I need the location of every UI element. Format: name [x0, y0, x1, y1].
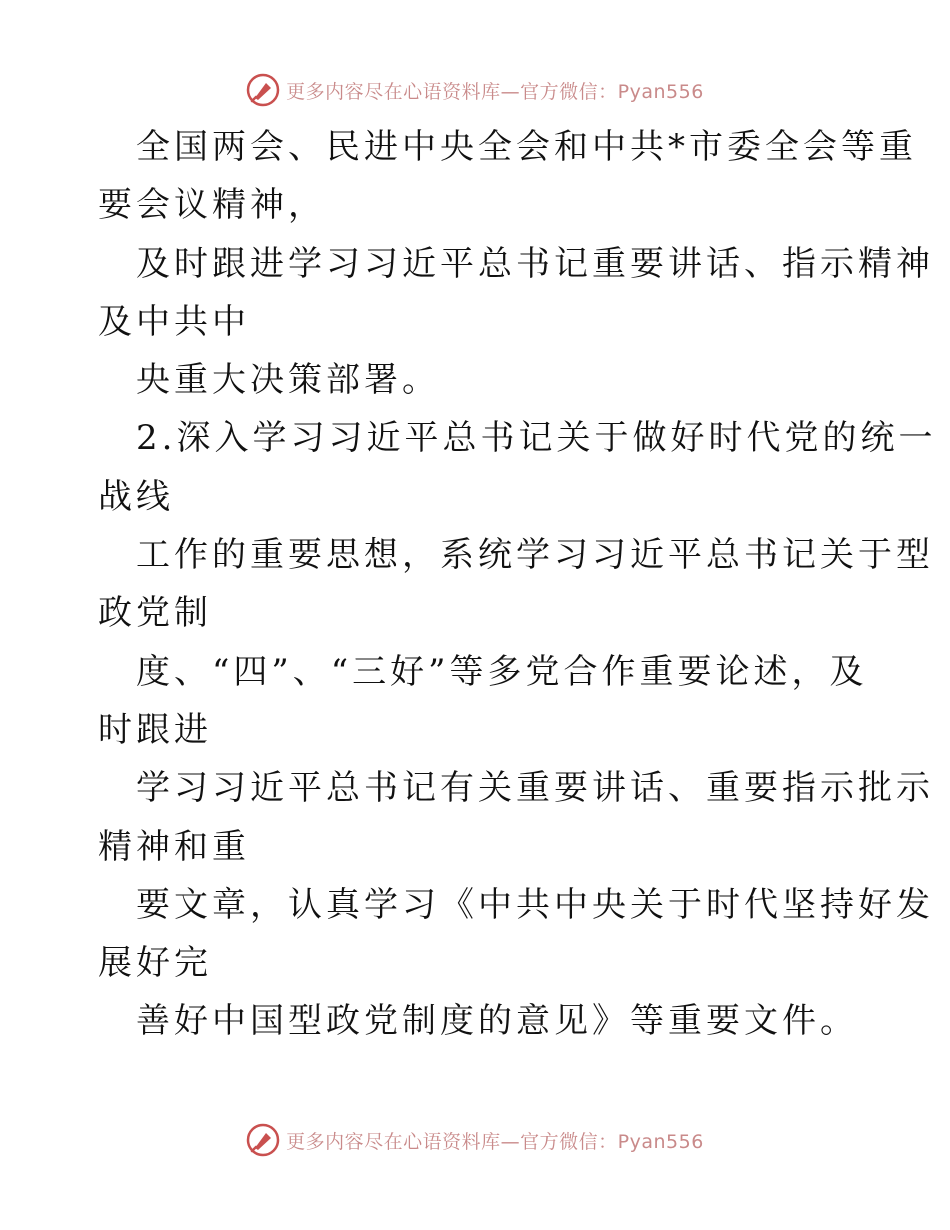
text-line: 全国两会、民进中央全会和中共*市委全会等重: [136, 127, 917, 167]
text-line: 战线: [98, 476, 174, 517]
text-line: 善好中国型政党制度的意见》等重要文件。: [136, 1001, 858, 1042]
text-line: 及中共中: [98, 301, 250, 342]
text-line: 时跟进: [98, 709, 212, 750]
text-line: 及时跟进学习习近平总书记重要讲话、指示精神: [136, 243, 934, 284]
text-line: 精神和重: [98, 826, 250, 867]
text-line: 政党制: [98, 593, 212, 634]
text-line: 展好完: [98, 943, 212, 984]
document-body: [98, 118, 937, 1051]
watermark-text: 更多内容尽在心语资料库—官方微信：Pyan556: [286, 1130, 704, 1153]
text-line: 央重大决策部署。: [136, 360, 440, 401]
text-line: 2.深入学习习近平总书记关于做好时代党的统一: [136, 418, 937, 459]
pen-nib-logo-icon: [246, 73, 280, 107]
text-line: 要文章，认真学习《中共中央关于时代坚持好发: [136, 884, 934, 925]
text-line: 度、“四”、“三好”等多党合作重要论述，及: [136, 651, 868, 692]
text-line: 工作的重要思想，系统学习习近平总书记关于型: [136, 535, 934, 576]
text-line: 要会议精神，: [98, 185, 326, 226]
pen-nib-logo-icon: [246, 1123, 280, 1157]
watermark-text: 更多内容尽在心语资料库—官方微信：Pyan556: [286, 80, 704, 103]
text-line: 学习习近平总书记有关重要讲话、重要指示批示: [136, 768, 934, 809]
footer-watermark: [0, 1122, 950, 1158]
header-watermark: [0, 72, 950, 108]
